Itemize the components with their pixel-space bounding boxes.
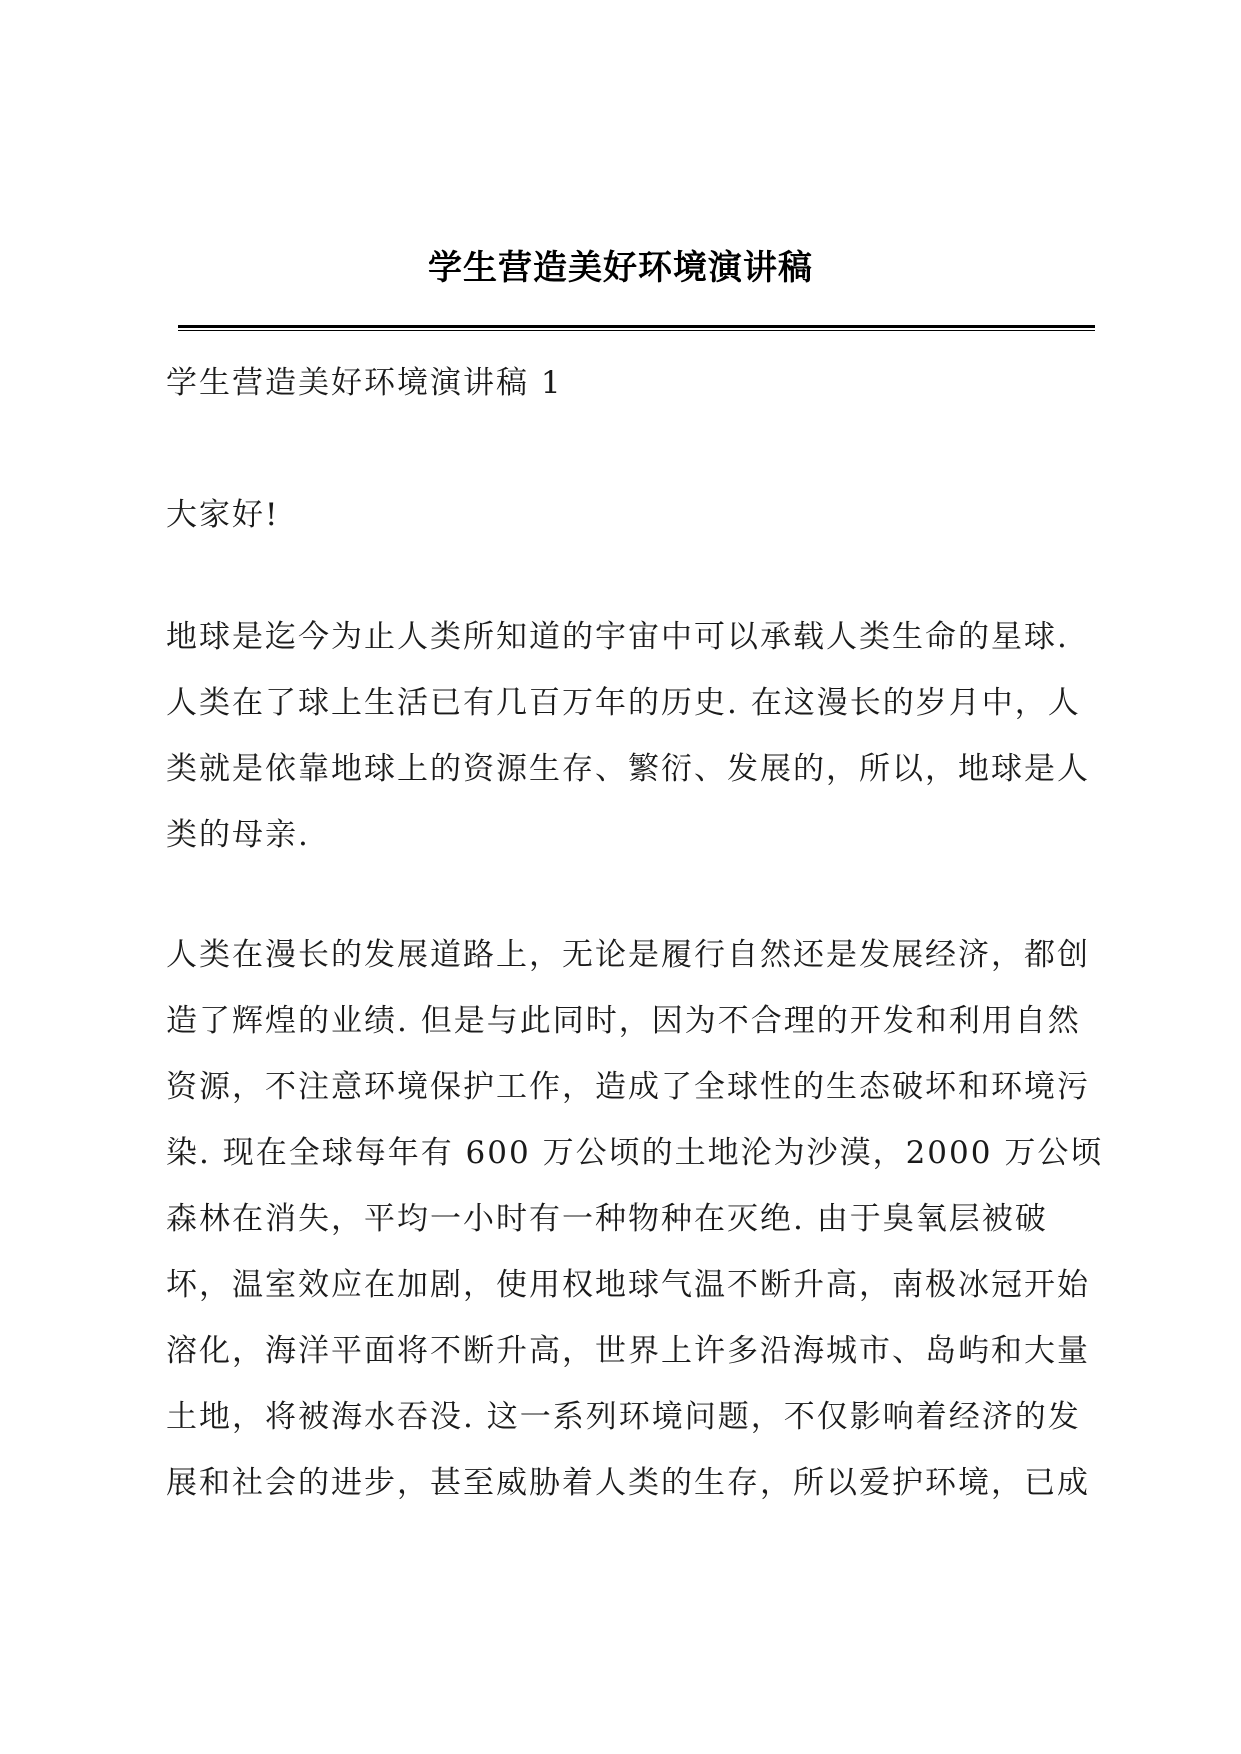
title-divider — [178, 325, 1095, 331]
paragraph-line: 森林在消失，平均一小时有一种物种在灭绝. 由于臭氧层被破 — [166, 1201, 1048, 1237]
paragraph-line: 坏，温室效应在加剧，使用权地球气温不断升高，南极冰冠开始 — [166, 1267, 1090, 1303]
paragraph-line: 类就是依靠地球上的资源生存、繁衍、发展的，所以，地球是人 — [166, 751, 1090, 787]
paragraph-line: 人类在漫长的发展道路上，无论是履行自然还是发展经济，都创 — [166, 937, 1090, 973]
section-heading-text: 学生营造美好环境演讲稿 1 — [166, 365, 563, 401]
paragraph-line: 造了辉煌的业绩. 但是与此同时，因为不合理的开发和利用自然 — [166, 1003, 1081, 1039]
paragraph-line: 土地，将被海水吞没. 这一系列环境问题，不仅影响着经济的发 — [166, 1399, 1081, 1435]
greeting-text: 大家好! — [166, 497, 280, 533]
section-heading — [166, 350, 1091, 416]
document-title: 学生营造美好环境演讲稿 — [428, 248, 813, 288]
paragraph-line: 地球是迄今为止人类所知道的宇宙中可以承载人类生命的星球. — [166, 619, 1069, 655]
paragraph-1 — [166, 604, 1091, 868]
paragraph-line: 资源，不注意环境保护工作，造成了全球性的生态破坏和环境污 — [166, 1069, 1090, 1105]
paragraph-line: 展和社会的进步，甚至威胁着人类的生存，所以爱护环境，已成 — [166, 1465, 1090, 1501]
paragraph-line: 染. 现在全球每年有 600 万公顷的土地沦为沙漠，2000 万公顷 — [166, 1135, 1104, 1171]
title-divider-thin-line — [178, 330, 1095, 331]
greeting — [166, 482, 1091, 548]
paragraph-2 — [166, 922, 1104, 1516]
paragraph-line: 类的母亲. — [166, 817, 310, 853]
paragraph-line: 溶化，海洋平面将不断升高，世界上许多沿海城市、岛屿和大量 — [166, 1333, 1090, 1369]
title-divider-thick-line — [178, 325, 1095, 328]
paragraph-line: 人类在了球上生活已有几百万年的历史. 在这漫长的岁月中，人 — [166, 685, 1081, 721]
